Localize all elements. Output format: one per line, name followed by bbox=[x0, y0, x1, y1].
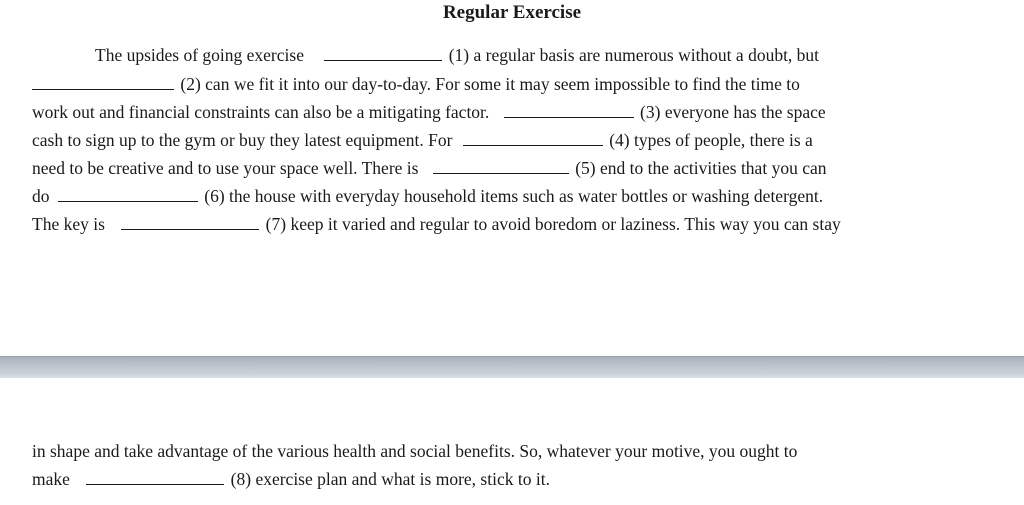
paragraph-line-8 bbox=[32, 441, 797, 462]
paragraph-line-3 bbox=[32, 102, 826, 123]
paragraph-line-2 bbox=[32, 74, 800, 95]
line-text: types of people, there is a bbox=[633, 130, 813, 150]
blank-number: (2) bbox=[180, 74, 201, 94]
blank-number: (3) bbox=[640, 102, 661, 122]
document-page-2 bbox=[0, 378, 1024, 505]
line-text: work out and financial constraints can also be a mitigating factor. bbox=[32, 102, 490, 122]
line-text: make bbox=[32, 469, 70, 489]
answer-blank-2[interactable] bbox=[32, 75, 174, 90]
paragraph-line-9 bbox=[32, 469, 550, 490]
paragraph-line-7 bbox=[32, 214, 841, 235]
line-text: The key is bbox=[32, 214, 105, 234]
document-title: Regular Exercise bbox=[442, 2, 582, 23]
paragraph-line-1 bbox=[95, 45, 819, 66]
blank-number: (1) bbox=[448, 45, 470, 65]
paragraph-line-6 bbox=[32, 186, 823, 207]
answer-blank-1[interactable] bbox=[324, 46, 442, 61]
paragraph-line-4 bbox=[32, 130, 813, 151]
blank-number: (6) bbox=[204, 186, 225, 206]
line-text: keep it varied and regular to avoid boredom or laziness. This way you can stay bbox=[290, 214, 841, 234]
blank-number: (4) bbox=[609, 130, 630, 150]
answer-blank-7[interactable] bbox=[121, 215, 259, 230]
line-text: everyone has the space bbox=[664, 102, 826, 122]
line-text: a regular basis are numerous without a doubt, but bbox=[473, 45, 820, 65]
line-text: the house with everyday household items such as water bottles or washing detergent. bbox=[229, 186, 824, 206]
answer-blank-4[interactable] bbox=[463, 131, 603, 146]
answer-blank-3[interactable] bbox=[504, 103, 634, 118]
line-text: end to the activities that you can bbox=[600, 158, 827, 178]
answer-blank-8[interactable] bbox=[86, 470, 224, 485]
page-break-separator bbox=[0, 356, 1024, 379]
line-text: exercise plan and what is more, stick to it. bbox=[255, 469, 550, 489]
line-text: need to be creative and to use your space well. There is bbox=[32, 158, 419, 178]
line-text: do bbox=[32, 186, 50, 206]
answer-blank-6[interactable] bbox=[58, 187, 198, 202]
line-text: cash to sign up to the gym or buy they latest equipment. For bbox=[32, 130, 453, 150]
paragraph-line-5 bbox=[32, 158, 826, 179]
line-text: in shape and take advantage of the various health and social benefits. So, whatever your motive, you ought to bbox=[32, 441, 798, 461]
answer-blank-5[interactable] bbox=[433, 159, 569, 174]
blank-number: (5) bbox=[575, 158, 596, 178]
blank-number: (7) bbox=[265, 214, 287, 234]
line-text: can we fit it into our day-to-day. For some it may seem impossible to find the time to bbox=[205, 74, 800, 94]
blank-number: (8) bbox=[230, 469, 252, 489]
line-text: The upsides of going exercise bbox=[95, 45, 304, 65]
